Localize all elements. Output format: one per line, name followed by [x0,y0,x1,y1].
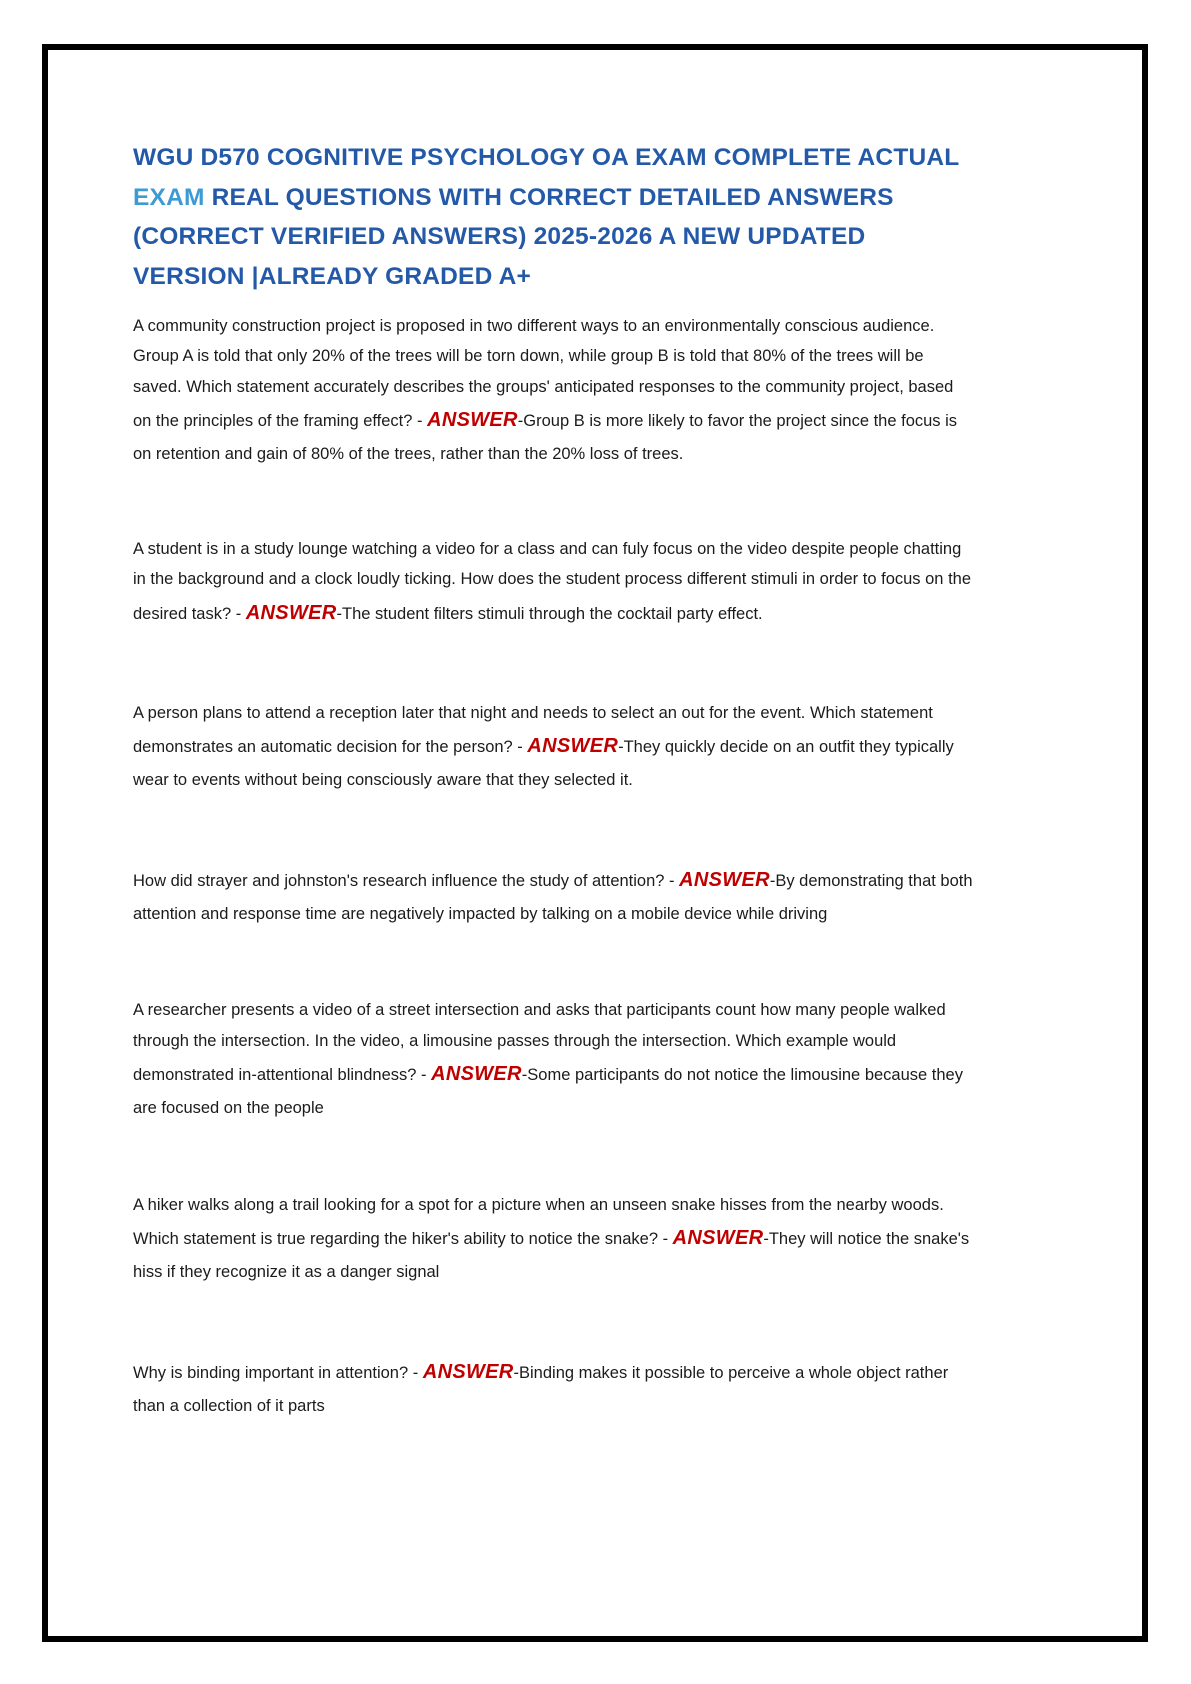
title-segment-dark-2: REAL QUESTIONS WITH CORRECT DETAILED ANSWERS (CORRECT VERIFIED ANSWERS) 2025-2026 A NEW UPDATED VERSION |ALREADY GRADED A+ [133,183,894,291]
document-content [133,138,973,1487]
question-text: Why is binding important in attention? - [133,1363,423,1382]
answer-text: -Group B is more likely to favor the project since the focus is on retention and gain of 80% of the trees, rather than the 20% loss of trees. [133,412,958,464]
question-text: A student is in a study lounge watching a video for a class and can fuly focus on the video despite people chatting in the background and a clock loudly ticking. How does the student process different stimuli in order to focus on the desired task? - [133,539,972,623]
document-title [133,138,973,297]
answer-label: ANSWER [427,409,518,432]
qa-paragraph-3 [133,698,973,796]
answer-label: ANSWER [245,601,337,624]
qa-paragraph-5 [133,995,973,1124]
title-segment-light: EXAM [133,183,205,211]
answer-label: ANSWER [679,868,770,891]
qa-paragraph-1 [133,311,973,470]
question-text: A researcher presents a video of a street intersection and asks that participants count how many people walked through the intersection. In the video, a limousine passes through the intersection. Which example would demonstrated in-attentional blindness? - [133,1001,946,1085]
answer-text: -By demonstrating that both attention and response time are negatively impacted by talking on a mobile device while driving [133,871,973,923]
answer-label: ANSWER [431,1063,522,1086]
question-text: A person plans to attend a reception later that night and needs to select an out for the event. Which statement demonstrates an automatic decision for the person? - [133,703,933,757]
qa-paragraph-2 [133,534,973,632]
qa-paragraph-7 [133,1354,973,1422]
question-text: A community construction project is proposed in two different ways to an environmentally conscious audience. Group A is told that only 20% of the trees will be torn down, while group B is told that 80% of the trees will be saved. Which statement accurately describes the groups' anticipated responses to the community project, based on the principles of the framing effect? - [133,316,954,431]
qa-paragraph-4 [133,862,973,930]
answer-text: -Binding makes it possible to perceive a whole object rather than a collection of it parts [133,1363,949,1415]
qa-paragraph-6 [133,1190,973,1288]
answer-text: -They will notice the snake's hiss if they recognize it as a danger signal [133,1230,970,1282]
answer-label: ANSWER [672,1227,764,1250]
question-text: How did strayer and johnston's research influence the study of attention? - [133,871,680,890]
question-text: A hiker walks along a trail looking for a spot for a picture when an unseen snake hisses from the nearby woods. Which statement is true regarding the hiker's ability to notice the snake? - [133,1195,944,1249]
title-segment-dark-1: WGU D570 COGNITIVE PSYCHOLOGY OA EXAM COMPLETE ACTUAL [133,144,959,171]
answer-text: -Some participants do not notice the limousine because they are focused on the people [133,1066,963,1118]
answer-text: -They quickly decide on an outfit they typically wear to events without being consciously aware that they selected it. [133,738,954,790]
answer-label: ANSWER [422,1360,514,1383]
answer-label: ANSWER [527,735,619,758]
answer-text: -The student filters stimuli through the cocktail party effect. [336,604,763,623]
